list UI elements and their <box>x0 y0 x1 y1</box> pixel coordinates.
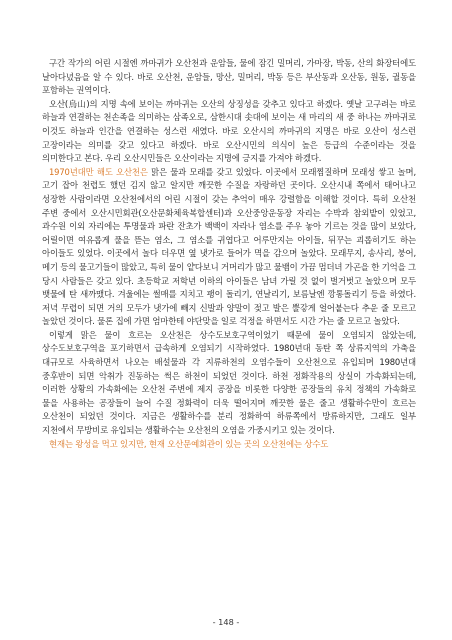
body-text <box>42 57 416 451</box>
paragraph-crow-places <box>42 57 416 98</box>
page-number: - 148 - <box>212 617 240 627</box>
paragraph-text: 오산(烏山)의 지명 속에 보이는 까마귀는 오산의 상징성을 갖추고 있다고 하겠다. 옛날 고구려는 바로 하늘과 연결하는 천손족을 의미하는 삼족오로, 삼한시대 솟대에 보이는 새 마리의 새 중 하나는 까마귀로 이것도 하늘과 인간을 연결하는 성스런 새였다. 바로 오산시의 까마귀의 지명은 바로 오산이 성스런 고장이라는 의미를 갖고 있다고 하겠다. 바로 오산시민의 의식이 높은 등급의 수준이라는 것을 의미한다고 본다. 우리 오산시민들은 오산이라는 지명에 긍지를 가져야 하겠다. <box>42 98 416 164</box>
highlighted-phrase: 1970년대만 해도 오산천은 <box>49 166 148 177</box>
paragraph-text: 구간 작가의 어린 시절엔 까마귀가 오산천과 운암들, 물에 잠긴 밀머리, 가마장, 박동, 산의 화장터에도 날아다녔음을 알 수 있다. 바로 오산천, 운암들, 망산, 밀머리, 박동 등은 부산동과 오산동, 원동, 궐동을 포함하는 권역이다. <box>42 58 416 96</box>
paragraph-current <box>42 438 416 452</box>
paragraph-text: 맑은 물과 모래를 갖고 있었다. 이곳에서 모래찜질하며 모래성 쌓고 놀며, 고기 잡아 천렵도 했던 김지 않고 알지만 깨끗한 수질을 자랑하던 곳이다. 오산시내 쪽에서 태어나고 성장한 사람이라면 오산천에서의 어린 시절이 갖는 추억이 매우 강렬함을 이해할 것이다. 특히 오산천 주변 중에서 오산시민회관(오산문화체육복합센터)과 오산중앙운동장 자리는 수박과 참외밭이 있었고, 과수원 이외 자리에는 투명물과 파란 잔초가 백백이 자라나 염소를 주우 놓아 기르는 것을 많이 보았다, 어릴이면 여유롭게 풀을 뜯는 염소, 그 염소를 귀엽다고 어루만지는 아이들, 뒤꾸는 괴롭히기도 하는 아이들도 있었다. 이곳에서 놀다 더우면 옆 냇가로 들어가 멱을 감으며 놀았다. 모래무지, 송사리, 붕어, 메기 등의 물고기들이 많았고, 특히 물이 얕다보니 거머리가 많고 물뱀이 가끔 멈더녀 가곤을 한 기억을 그 당시 사람들은 갖고 있다. 초등학교 저학년 이하의 아이들은 남녀 가릴 것 없이 벌거벗고 놀았으며 모두 뱃물에 탄 새까맸다. 겨울에는 썰매를 지치고 팽이 돌리기, 연날리기, 보름날엔 깡통돌리기 등을 하였다. 저녁 무렵이 되면 거의 모두가 냇가에 빼지 신발과 양말이 젖고 발은 뿔갛게 얼어붙는다 추운 줄 모르고 놀았던 것이다. 물론 집에 가면 엄마한테 야단맞을 일로 걱정을 하면서도 시간 가는 줄 모르고 놀았다. <box>42 166 416 327</box>
highlighted-phrase: 현재는 왕성을 먹고 있지만, 현재 오산문예회관이 있는 곳의 오산천에는 상수도 <box>49 438 329 449</box>
paragraph-pollution <box>42 329 416 438</box>
paragraph-text: 이렇게 맑은 물이 흐르는 오산천은 상수도보호구역이었기 때문에 물이 오염되지 않았는데, 상수도보호구역을 포기하면서 급속하게 오염되기 시작하였다. 1980년대 동탄 쪽 상류지역의 가축을 대규모로 사육하면서 나오는 배설물과 각 지류하천의 오염수들이 오산천으로 유입되며 1980년대 중후반이 되면 악취가 진동하는 썩은 하천이 되었던 것이다. 하천 정화작용의 상실이 가속화되는데, 이러한 상황의 가속화에는 오산천 주변에 제지 공장을 비롯한 다양한 공장들의 유치 정책의 가속화로 물을 사용하는 공장들이 늘어 수질 정화력이 더욱 떨어지며 깨끗한 물은 줄고 생활하수만이 흐르는 오산천이 되었던 것이다. 지금은 생활하수를 분리 정화하여 하류쪽에서 방류하지만, 그래도 일부 지천에서 무방비로 유입되는 생활하수는 오산천의 오염을 가중시키고 있는 것이다. <box>42 329 416 436</box>
paragraph-1970s-stream <box>42 166 416 329</box>
paragraph-crow-symbol <box>42 98 416 166</box>
